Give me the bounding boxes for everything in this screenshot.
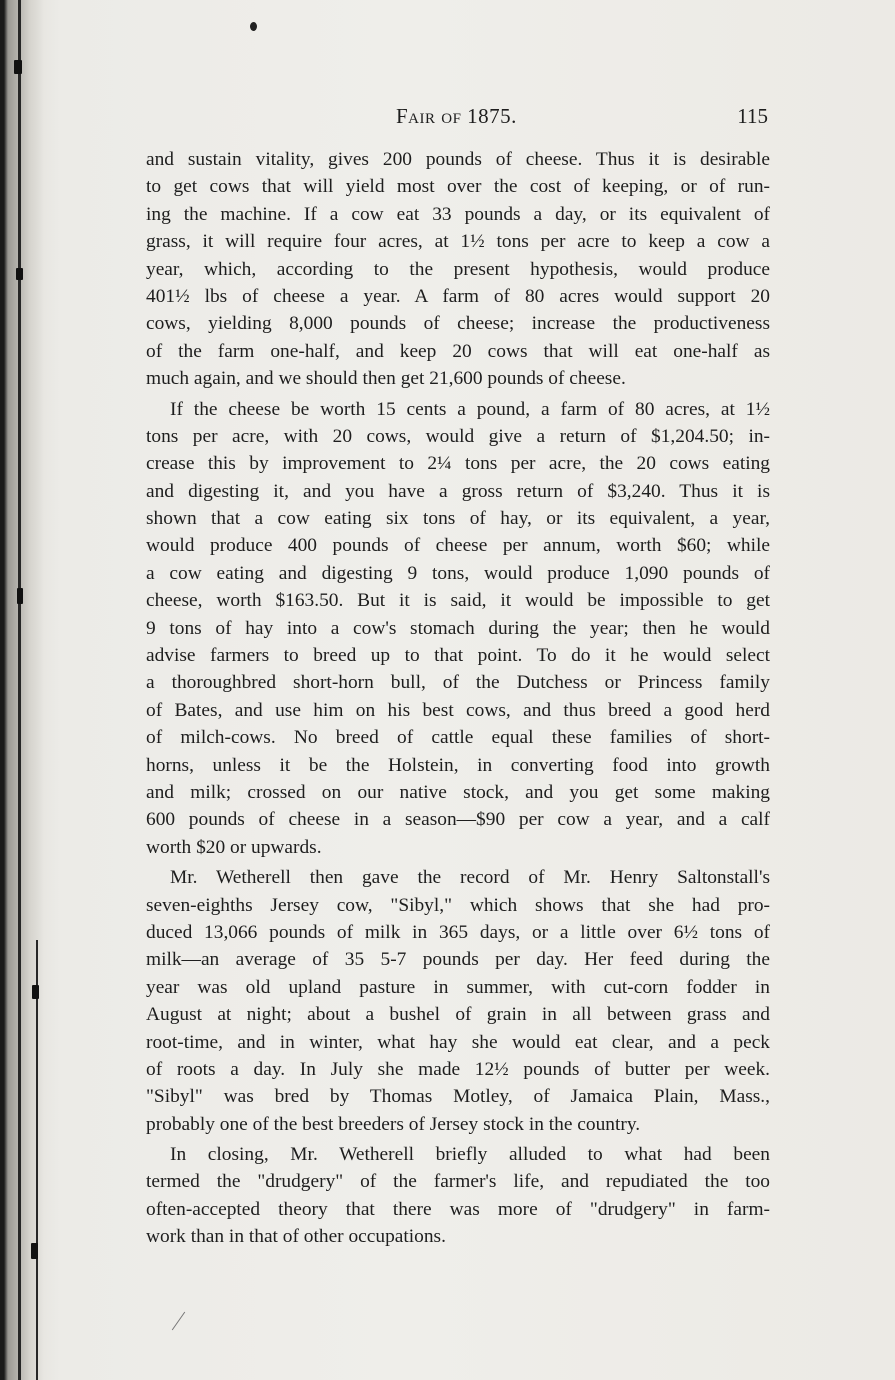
paragraph-first-line: Mr. Wetherell then gave the record of Mr. Henry Saltonstall's [170, 867, 770, 889]
text-line: a thoroughbred short-horn bull, of the Dutchess or Princess family [146, 672, 770, 694]
text-line: termed the "drudgery" of the farmer's life, and repudiated the too [146, 1171, 770, 1193]
text-line: would produce 400 pounds of cheese per annum, worth $60; while [146, 535, 770, 557]
text-line: cows, yielding 8,000 pounds of cheese; increase the productiveness [146, 313, 770, 335]
paragraph-first-line: If the cheese be worth 15 cents a pound, a farm of 80 acres, at 1½ [170, 398, 770, 420]
binding-mark [17, 588, 23, 604]
text-line: tons per acre, with 20 cows, would give a return of $1,204.50; in- [146, 425, 770, 447]
text-line: August at night; about a bushel of grain in all between grass and [146, 1004, 770, 1026]
text-line: year, which, according to the present hypothesis, would produce [146, 258, 770, 280]
text-line: 401½ lbs of cheese a year. A farm of 80 acres would support 20 [146, 285, 770, 307]
text-line: crease this by improvement to 2¼ tons per acre, the 20 cows eating [146, 453, 770, 475]
binding-mark [16, 268, 23, 280]
text-line: work than in that of other occupations. [146, 1226, 446, 1248]
text-line: probably one of the best breeders of Jersey stock in the country. [146, 1113, 641, 1135]
text-line: year was old upland pasture in summer, with cut-corn fodder in [146, 976, 770, 998]
text-line: "Sibyl" was bred by Thomas Motley, of Jamaica Plain, Mass., [146, 1086, 770, 1108]
text-line: much again, and we should then get 21,600 pounds of cheese. [146, 368, 626, 390]
text-line: advise farmers to breed up to that point. To do it he would select [146, 645, 770, 667]
text-line: of the farm one-half, and keep 20 cows that will eat one-half as [146, 340, 770, 362]
text-line: horns, unless it be the Holstein, in converting food into growth [146, 754, 770, 776]
text-line: 600 pounds of cheese in a season—$90 per cow a year, and a calf [146, 809, 770, 831]
text-line: and sustain vitality, gives 200 pounds of cheese. Thus it is desirable [146, 149, 770, 170]
text-line: duced 13,066 pounds of milk in 365 days, or a little over 6½ tons of [146, 921, 770, 943]
binding-mark [32, 985, 39, 999]
text-line: milk—an average of 35 5-7 pounds per day. Her feed during the [146, 949, 770, 971]
text-line: and milk; crossed on our native stock, and you get some making [146, 781, 770, 803]
text-line: seven-eighths Jersey cow, "Sibyl," which shows that she had pro- [146, 894, 770, 916]
text-line: a cow eating and digesting 9 tons, would produce 1,090 pounds of [146, 562, 770, 584]
text-line: to get cows that will yield most over the cost of keeping, or of run- [146, 176, 770, 198]
text-line: of roots a day. In July she made 12½ pounds of butter per week. [146, 1058, 770, 1080]
binding-mark [31, 1243, 38, 1259]
page-number: 115 [737, 104, 768, 128]
binding-mark [14, 60, 22, 74]
running-title: Fair of 1875. [396, 104, 517, 128]
text-line: worth $20 or upwards. [146, 836, 322, 858]
text-line: grass, it will require four acres, at 1½ tons per acre to keep a cow a [146, 231, 770, 253]
text-line: shown that a cow eating six tons of hay, or its equivalent, a year, [146, 508, 770, 530]
text-line: root-time, and in winter, what hay she would eat clear, and a peck [146, 1031, 770, 1053]
binding-line [18, 0, 21, 1380]
text-line: ing the machine. If a cow eat 33 pounds a day, or its equivalent of [146, 203, 770, 225]
text-line: of milch-cows. No breed of cattle equal these families of short- [146, 727, 770, 749]
text-line: and digesting it, and you have a gross return of $3,240. Thus it is [146, 480, 770, 502]
paragraph-first-line: In closing, Mr. Wetherell briefly alluded to what had been [170, 1144, 770, 1166]
body-text [146, 146, 770, 1251]
binding-line-lower [36, 940, 38, 1380]
text-line: often-accepted theory that there was more of "drudgery" in farm- [146, 1198, 770, 1220]
text-line: 9 tons of hay into a cow's stomach during the year; then he would [146, 617, 770, 639]
page-header [146, 104, 768, 134]
text-line: cheese, worth $163.50. But it is said, it would be impossible to get [146, 590, 770, 612]
text-line: of Bates, and use him on his best cows, and thus breed a good herd [146, 699, 770, 721]
ink-dot [250, 22, 257, 31]
